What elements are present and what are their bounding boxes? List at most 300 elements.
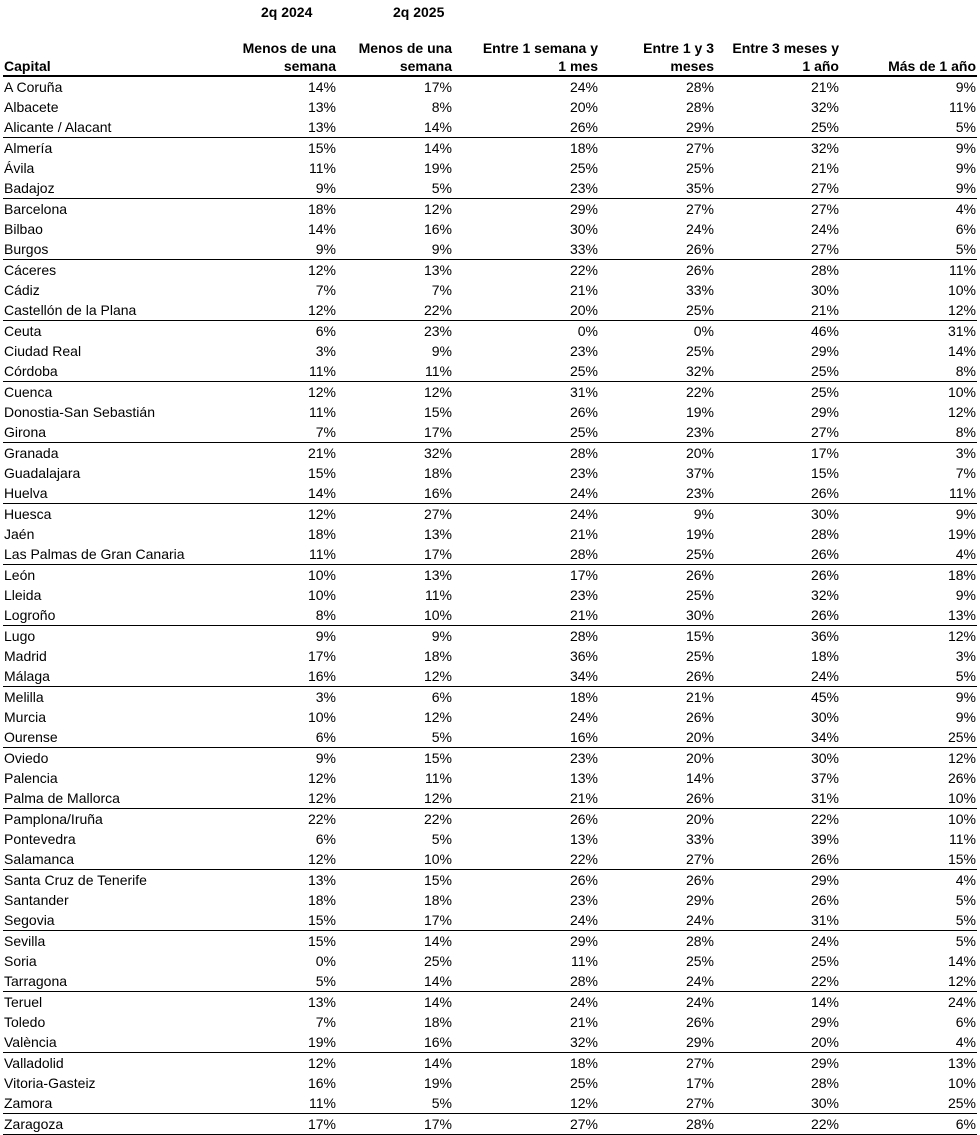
- percent-cell-col1: 10%: [307, 586, 336, 603]
- header-col4: [599, 39, 715, 76]
- percent-cell-col5: 29%: [715, 870, 840, 891]
- table-row: [3, 524, 977, 544]
- capital-name-cell: Ávila: [4, 159, 35, 176]
- percent-cell-col3: 13%: [569, 769, 598, 786]
- percent-cell-col1: 13%: [307, 118, 336, 135]
- percent-cell-col4: 27%: [685, 1094, 714, 1111]
- percent-cell-col5: 26%: [810, 484, 839, 501]
- capital-name-cell: Tarragona: [4, 972, 68, 989]
- percent-cell-col4: 17%: [685, 1074, 714, 1091]
- table-row: [3, 890, 977, 910]
- percent-cell-col5: 29%: [810, 1013, 839, 1030]
- header-col4-line2: meses: [670, 58, 714, 74]
- percent-cell-col4: 0%: [599, 321, 715, 342]
- percent-cell-col1: 6%: [233, 321, 337, 342]
- percent-cell-col4: 35%: [685, 179, 714, 196]
- percent-cell-col5: 32%: [715, 138, 840, 159]
- percent-cell-col5: 32%: [810, 98, 839, 115]
- percent-cell-col2: 15%: [423, 403, 452, 420]
- percent-cell-col6: 9%: [955, 586, 976, 603]
- percent-cell-col5: 46%: [715, 321, 840, 342]
- percent-cell-col2: 23%: [337, 321, 453, 342]
- percent-cell-col5: 20%: [810, 1033, 839, 1050]
- capital-name-cell: Logroño: [4, 606, 56, 623]
- percent-cell-col4: 26%: [599, 260, 715, 281]
- percent-cell-col6: 12%: [947, 301, 976, 318]
- percent-cell-col5: 18%: [810, 647, 839, 664]
- capital-name-cell: Almería: [3, 138, 233, 159]
- percent-cell-col3: 17%: [453, 565, 599, 586]
- percent-cell-col4: 24%: [685, 911, 714, 928]
- table-row: [3, 321, 977, 342]
- table-row: [3, 605, 977, 626]
- percent-cell-col1: 15%: [307, 464, 336, 481]
- percent-cell-col6: 3%: [840, 443, 977, 464]
- percent-cell-col1: 11%: [309, 362, 336, 379]
- header-col2: [337, 39, 453, 76]
- table-row: [3, 341, 977, 361]
- table-body: [3, 76, 977, 1135]
- capital-name-cell: València: [4, 1033, 57, 1050]
- percent-cell-col6: 15%: [947, 850, 976, 867]
- percent-cell-col5: 45%: [715, 687, 840, 708]
- table-row: [3, 910, 977, 931]
- percent-cell-col2: 12%: [337, 382, 453, 403]
- capital-name-cell: Pamplona/Iruña: [3, 809, 233, 830]
- percent-cell-col4: 29%: [685, 1033, 714, 1050]
- percent-cell-col2: 12%: [423, 667, 452, 684]
- percent-cell-col2: 11%: [425, 769, 452, 786]
- percent-cell-col3: 25%: [569, 362, 598, 379]
- table-row: [3, 585, 977, 605]
- capital-name-cell: Toledo: [4, 1013, 46, 1030]
- percent-cell-col6: 12%: [947, 972, 976, 989]
- percent-cell-col1: 14%: [233, 76, 337, 97]
- capital-name-cell: Santander: [4, 891, 69, 908]
- table-row: [3, 97, 977, 117]
- percent-cell-col2: 15%: [337, 870, 453, 891]
- percent-cell-col3: 18%: [453, 1053, 599, 1074]
- capital-name-cell: Soria: [4, 952, 37, 969]
- percent-cell-col1: 22%: [233, 809, 337, 830]
- percent-cell-col6: 6%: [955, 1013, 976, 1030]
- percent-cell-col1: 12%: [307, 850, 336, 867]
- percent-cell-col6: 10%: [947, 1074, 976, 1091]
- header-col5-line2: 1 año: [802, 58, 839, 74]
- percent-cell-col2: 6%: [337, 687, 453, 708]
- percent-cell-col4: 29%: [685, 891, 714, 908]
- percent-cell-col2: 15%: [337, 748, 453, 769]
- percent-cell-col5: 24%: [715, 931, 840, 952]
- percent-cell-col1: 19%: [307, 1033, 336, 1050]
- capital-name-cell: Barcelona: [3, 199, 233, 220]
- header-col5: [715, 39, 840, 76]
- percent-cell-col2: 19%: [423, 1074, 452, 1091]
- percent-cell-col6: 9%: [840, 76, 977, 97]
- percent-cell-col4: 30%: [685, 606, 714, 623]
- percent-cell-col5: 30%: [810, 708, 839, 725]
- percent-cell-col3: 21%: [569, 789, 598, 806]
- table-row: [3, 768, 977, 788]
- percent-cell-col3: 30%: [569, 220, 598, 237]
- header-col3: [453, 39, 599, 76]
- percent-cell-col1: 17%: [307, 647, 336, 664]
- percent-cell-col6: 10%: [840, 382, 977, 403]
- capital-name-cell: Cádiz: [4, 281, 40, 298]
- table-row: [3, 1093, 977, 1114]
- percent-cell-col4: 20%: [685, 728, 714, 745]
- percent-cell-col5: 21%: [810, 301, 839, 318]
- percent-cell-col4: 28%: [685, 98, 714, 115]
- table-row: [3, 971, 977, 992]
- percent-cell-col4: 28%: [599, 1114, 715, 1135]
- percent-cell-col2: 14%: [337, 138, 453, 159]
- percent-cell-col6: 11%: [949, 830, 976, 847]
- percent-cell-col2: 25%: [423, 952, 452, 969]
- percent-cell-col3: 25%: [569, 1074, 598, 1091]
- percent-cell-col2: 9%: [431, 240, 452, 257]
- capital-name-cell: Bilbao: [4, 220, 43, 237]
- percent-cell-col2: 16%: [423, 484, 452, 501]
- percent-cell-col3: 23%: [569, 179, 598, 196]
- percent-cell-col6: 5%: [955, 118, 976, 135]
- percent-cell-col3: 21%: [569, 281, 598, 298]
- table-row: [3, 239, 977, 260]
- table-row: [3, 199, 977, 220]
- percent-cell-col5: 22%: [715, 1114, 840, 1135]
- percent-cell-col1: 18%: [233, 199, 337, 220]
- percent-cell-col5: 25%: [715, 382, 840, 403]
- table-row: [3, 463, 977, 483]
- percent-cell-col2: 14%: [423, 118, 452, 135]
- table-row: [3, 504, 977, 525]
- header-col1-line1: Menos de una: [242, 40, 336, 56]
- percent-cell-col3: 31%: [453, 382, 599, 403]
- percent-cell-col3: 13%: [569, 830, 598, 847]
- table-row: [3, 992, 977, 1013]
- percent-cell-col3: 36%: [569, 647, 598, 664]
- capital-name-cell: Zaragoza: [3, 1114, 233, 1135]
- percent-cell-col1: 12%: [233, 382, 337, 403]
- percent-cell-col3: 24%: [569, 911, 598, 928]
- percent-cell-col1: 7%: [315, 1013, 336, 1030]
- percent-cell-col1: 6%: [315, 830, 336, 847]
- percent-cell-col6: 18%: [840, 565, 977, 586]
- percent-cell-col1: 10%: [233, 565, 337, 586]
- percent-cell-col1: 18%: [307, 525, 336, 542]
- table-row: [3, 788, 977, 809]
- percent-cell-col2: 18%: [423, 1013, 452, 1030]
- percent-cell-col6: 11%: [840, 260, 977, 281]
- percent-cell-col5: 27%: [810, 179, 839, 196]
- percent-cell-col1: 12%: [307, 769, 336, 786]
- percent-cell-col2: 27%: [337, 504, 453, 525]
- capital-name-cell: Córdoba: [4, 362, 58, 379]
- percent-cell-col2: 14%: [337, 992, 453, 1013]
- percent-cell-col3: 21%: [569, 525, 598, 542]
- percent-cell-col6: 5%: [955, 240, 976, 257]
- percent-cell-col5: 32%: [810, 586, 839, 603]
- capital-name-cell: Lugo: [3, 626, 233, 647]
- percent-cell-col6: 10%: [840, 809, 977, 830]
- percent-cell-col5: 21%: [715, 76, 840, 97]
- percent-cell-col6: 3%: [955, 647, 976, 664]
- capital-name-cell: Ceuta: [3, 321, 233, 342]
- percent-cell-col3: 26%: [569, 403, 598, 420]
- percent-cell-col3: 28%: [453, 443, 599, 464]
- table-row: [3, 361, 977, 382]
- table-row: [3, 76, 977, 97]
- percent-cell-col2: 22%: [337, 809, 453, 830]
- percent-cell-col3: 12%: [569, 1094, 598, 1111]
- percent-cell-col5: 15%: [810, 464, 839, 481]
- percent-cell-col6: 5%: [955, 667, 976, 684]
- percent-cell-col1: 11%: [309, 159, 336, 176]
- percent-cell-col1: 15%: [233, 138, 337, 159]
- percent-cell-col1: 0%: [315, 952, 336, 969]
- percent-cell-col4: 24%: [685, 220, 714, 237]
- percent-cell-col1: 16%: [307, 667, 336, 684]
- percent-cell-col5: 17%: [715, 443, 840, 464]
- percent-cell-col1: 9%: [315, 179, 336, 196]
- table-row: [3, 402, 977, 422]
- percent-cell-col4: 33%: [685, 830, 714, 847]
- capital-name-cell: Madrid: [4, 647, 47, 664]
- percent-cell-col4: 33%: [685, 281, 714, 298]
- table-row: [3, 646, 977, 666]
- percent-cell-col3: 23%: [569, 586, 598, 603]
- table-row: [3, 727, 977, 748]
- percent-cell-col6: 10%: [947, 789, 976, 806]
- percent-cell-col4: 24%: [685, 972, 714, 989]
- percent-cell-col3: 21%: [569, 606, 598, 623]
- percent-cell-col2: 11%: [425, 586, 452, 603]
- percent-cell-col3: 29%: [453, 199, 599, 220]
- percent-cell-col1: 3%: [315, 342, 336, 359]
- percent-cell-col6: 5%: [955, 911, 976, 928]
- capital-name-cell: Melilla: [3, 687, 233, 708]
- percent-cell-col5: 25%: [810, 952, 839, 969]
- percent-cell-col1: 11%: [309, 1094, 336, 1111]
- table-row: [3, 382, 977, 403]
- header-capital: Capital: [3, 39, 233, 76]
- capital-name-cell: Santa Cruz de Tenerife: [3, 870, 233, 891]
- percent-cell-col2: 16%: [423, 220, 452, 237]
- table-row: [3, 849, 977, 870]
- percent-cell-col6: 31%: [840, 321, 977, 342]
- capital-name-cell: Sevilla: [3, 931, 233, 952]
- percent-cell-col3: 22%: [453, 260, 599, 281]
- percent-cell-col3: 21%: [569, 1013, 598, 1030]
- percent-cell-col1: 11%: [309, 403, 336, 420]
- table-row: [3, 1012, 977, 1032]
- percent-cell-col4: 25%: [685, 301, 714, 318]
- header-col1: [233, 39, 337, 76]
- percent-cell-col4: 32%: [685, 362, 714, 379]
- percent-cell-col4: 28%: [599, 76, 715, 97]
- capital-name-cell: Teruel: [3, 992, 233, 1013]
- header-col6: Más de 1 año: [840, 39, 977, 76]
- table-row: [3, 158, 977, 178]
- table-row: [3, 626, 977, 647]
- percent-cell-col3: 28%: [569, 972, 598, 989]
- percent-cell-col4: 26%: [685, 667, 714, 684]
- percent-cell-col5: 27%: [810, 423, 839, 440]
- percent-cell-col3: 18%: [453, 138, 599, 159]
- header-col3-line1: Entre 1 semana y: [482, 40, 598, 56]
- percent-cell-col1: 11%: [309, 545, 336, 562]
- table-row: [3, 748, 977, 769]
- percent-cell-col4: 26%: [685, 1013, 714, 1030]
- percent-cell-col3: 25%: [569, 423, 598, 440]
- percent-cell-col1: 9%: [233, 626, 337, 647]
- percent-cell-col3: 11%: [571, 952, 598, 969]
- percent-cell-col1: 14%: [307, 220, 336, 237]
- percent-cell-col4: 19%: [685, 525, 714, 542]
- percent-cell-col2: 17%: [423, 545, 452, 562]
- percent-cell-col4: 20%: [599, 443, 715, 464]
- percent-cell-col3: 28%: [569, 545, 598, 562]
- percent-cell-col2: 13%: [423, 525, 452, 542]
- percent-cell-col5: 30%: [810, 281, 839, 298]
- percent-cell-col4: 27%: [599, 1053, 715, 1074]
- percent-cell-col2: 7%: [431, 281, 452, 298]
- percent-cell-col3: 24%: [453, 992, 599, 1013]
- percent-cell-col5: 28%: [810, 1074, 839, 1091]
- percent-cell-col4: 14%: [685, 769, 714, 786]
- capital-name-cell: Guadalajara: [4, 464, 81, 481]
- percent-cell-col3: 34%: [569, 667, 598, 684]
- table-row: [3, 138, 977, 159]
- percent-cell-col5: 31%: [810, 911, 839, 928]
- percent-cell-col2: 17%: [423, 423, 452, 440]
- percent-cell-col2: 14%: [337, 931, 453, 952]
- percent-cell-col4: 26%: [685, 240, 714, 257]
- period-label-2024: 2q 2024: [261, 4, 313, 20]
- percent-cell-col1: 17%: [233, 1114, 337, 1135]
- percent-cell-col5: 29%: [810, 403, 839, 420]
- percent-cell-col5: 25%: [810, 118, 839, 135]
- percent-cell-col2: 5%: [431, 179, 452, 196]
- percent-cell-col5: 28%: [715, 260, 840, 281]
- percent-cell-col3: 26%: [569, 118, 598, 135]
- percent-cell-col6: 13%: [947, 606, 976, 623]
- percent-cell-col4: 28%: [599, 931, 715, 952]
- capital-name-cell: Vitoria-Gasteiz: [4, 1074, 96, 1091]
- percent-cell-col3: 16%: [569, 728, 598, 745]
- capital-name-cell: Ciudad Real: [4, 342, 82, 359]
- percent-cell-col1: 18%: [307, 891, 336, 908]
- percent-cell-col6: 14%: [947, 342, 976, 359]
- percent-cell-col6: 12%: [947, 403, 976, 420]
- percent-cell-col2: 5%: [431, 1094, 452, 1111]
- table-row: [3, 1032, 977, 1053]
- percent-cell-col4: 15%: [599, 626, 715, 647]
- percent-cell-col2: 9%: [431, 342, 452, 359]
- percent-cell-col6: 7%: [955, 464, 976, 481]
- percent-cell-col6: 10%: [947, 281, 976, 298]
- percent-cell-col4: 23%: [685, 484, 714, 501]
- percent-cell-col2: 18%: [423, 891, 452, 908]
- percent-cell-col6: 14%: [947, 952, 976, 969]
- capital-name-cell: Donostia-San Sebastián: [4, 403, 155, 420]
- percent-cell-col3: 23%: [453, 748, 599, 769]
- capital-name-cell: Albacete: [4, 98, 59, 115]
- capital-name-cell: Oviedo: [3, 748, 233, 769]
- percent-cell-col5: 31%: [810, 789, 839, 806]
- percent-cell-col6: 4%: [840, 870, 977, 891]
- percent-cell-col5: 26%: [810, 850, 839, 867]
- capital-name-cell: Segovia: [4, 911, 55, 928]
- percent-cell-col3: 20%: [569, 98, 598, 115]
- capital-name-cell: Salamanca: [4, 850, 75, 867]
- percent-cell-col2: 17%: [423, 911, 452, 928]
- table-row: [3, 178, 977, 199]
- percent-cell-col3: 24%: [569, 484, 598, 501]
- percent-cell-col3: 32%: [569, 1033, 598, 1050]
- percent-cell-col6: 4%: [955, 545, 976, 562]
- percent-cell-col2: 12%: [337, 199, 453, 220]
- percent-cell-col1: 13%: [233, 992, 337, 1013]
- header-col2-line1: Menos de una: [358, 40, 452, 56]
- capital-name-cell: Cuenca: [3, 382, 233, 403]
- percent-cell-col3: 25%: [569, 159, 598, 176]
- percent-cell-col2: 10%: [423, 606, 452, 623]
- percent-cell-col6: 19%: [947, 525, 976, 542]
- percent-cell-col1: 9%: [233, 748, 337, 769]
- capital-duration-table: [3, 39, 977, 1135]
- percent-cell-col3: 24%: [453, 76, 599, 97]
- percent-cell-col5: 26%: [715, 565, 840, 586]
- percent-cell-col2: 18%: [423, 464, 452, 481]
- percent-cell-col3: 33%: [569, 240, 598, 257]
- percent-cell-col1: 9%: [315, 240, 336, 257]
- percent-cell-col4: 23%: [685, 423, 714, 440]
- percent-cell-col2: 5%: [431, 830, 452, 847]
- header-col5-line1: Entre 3 meses y: [732, 40, 839, 56]
- percent-cell-col1: 13%: [233, 870, 337, 891]
- percent-cell-col4: 25%: [685, 586, 714, 603]
- percent-cell-col3: 0%: [453, 321, 599, 342]
- table-row: [3, 422, 977, 443]
- table-row: [3, 443, 977, 464]
- percent-cell-col6: 8%: [955, 362, 976, 379]
- percent-cell-col4: 20%: [599, 748, 715, 769]
- percent-cell-col2: 13%: [337, 260, 453, 281]
- capital-name-cell: Huesca: [3, 504, 233, 525]
- header-col1-line2: semana: [283, 58, 336, 74]
- header-col3-line2: 1 mes: [558, 58, 598, 74]
- percent-cell-col5: 29%: [715, 1053, 840, 1074]
- percent-cell-col2: 22%: [423, 301, 452, 318]
- percent-cell-col5: 36%: [715, 626, 840, 647]
- table-row: [3, 1053, 977, 1074]
- percent-cell-col1: 12%: [233, 1053, 337, 1074]
- table-row: [3, 280, 977, 300]
- capital-name-cell: Burgos: [4, 240, 49, 257]
- percent-cell-col6: 26%: [947, 769, 976, 786]
- percent-cell-col4: 24%: [599, 992, 715, 1013]
- percent-cell-col5: 27%: [715, 199, 840, 220]
- percent-cell-col4: 20%: [599, 809, 715, 830]
- percent-cell-col1: 15%: [233, 931, 337, 952]
- table-row: [3, 483, 977, 504]
- percent-cell-col5: 22%: [810, 972, 839, 989]
- percent-cell-col4: 26%: [599, 565, 715, 586]
- percent-cell-col6: 9%: [955, 179, 976, 196]
- percent-cell-col4: 27%: [599, 199, 715, 220]
- percent-cell-col1: 6%: [315, 728, 336, 745]
